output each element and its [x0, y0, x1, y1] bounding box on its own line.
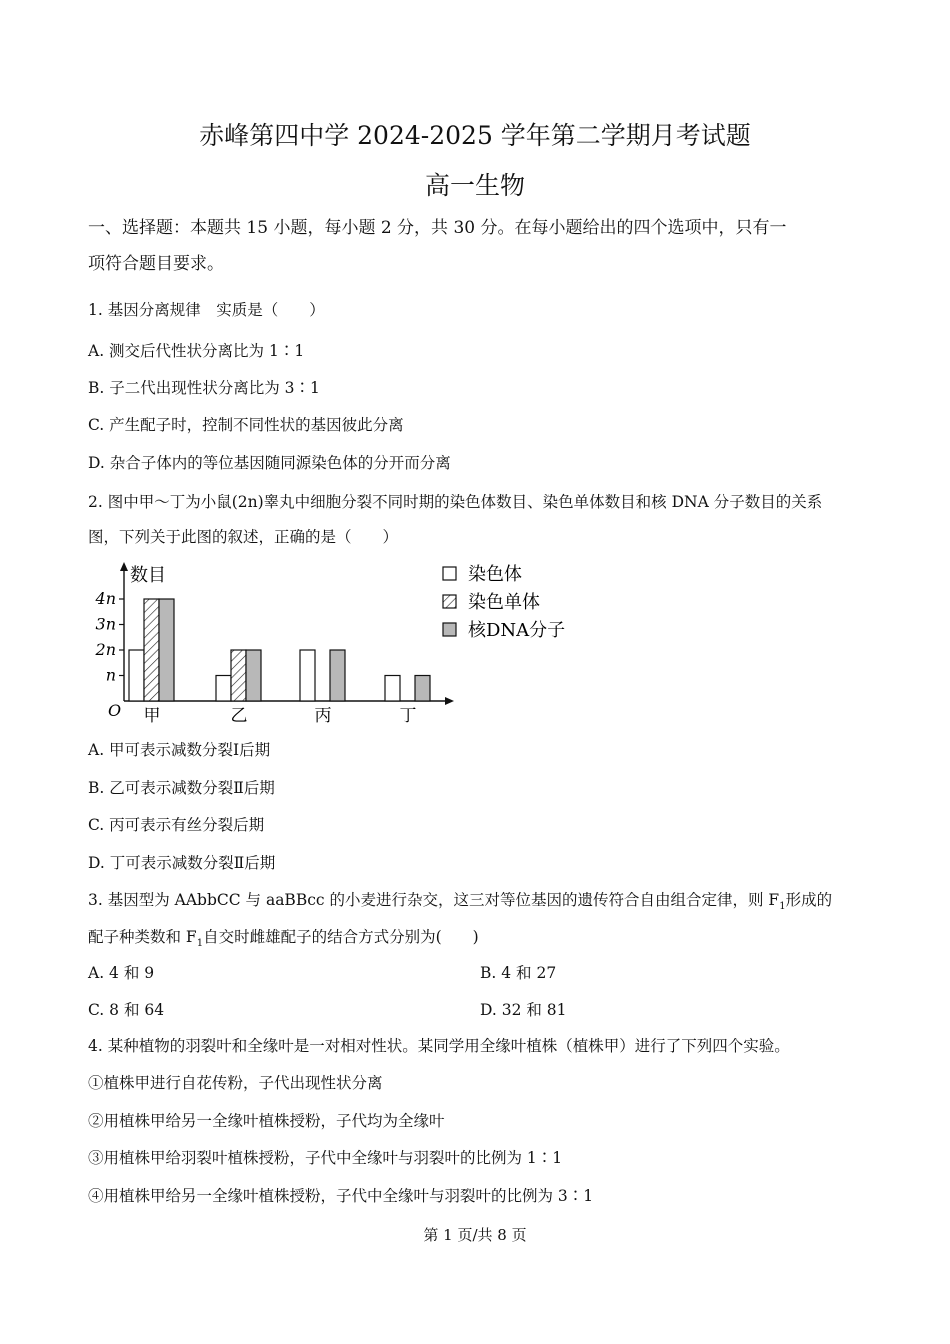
- y-axis-arrow: [120, 562, 128, 571]
- q2-option-c: C. 丙可表示有丝分裂后期: [88, 816, 265, 834]
- section-instruction-line2: 项符合题目要求。: [88, 254, 224, 274]
- q2-option-a: A. 甲可表示减数分裂Ⅰ后期: [88, 741, 271, 759]
- y-tick-label: 2n: [95, 640, 116, 659]
- bar-white: [216, 676, 231, 702]
- legend-swatch: [443, 567, 456, 580]
- page-footer: 第 1 页/共 8 页: [423, 1226, 527, 1244]
- q3-stem-line2-text: 配子种类数和 F: [88, 928, 197, 946]
- section-instruction-line1: 一、选择题：本题共 15 小题，每小题 2 分，共 30 分。在每小题给出的四个选项中，只有一: [88, 218, 787, 238]
- legend-label: 染色体: [468, 564, 522, 585]
- y-tick-label: 4n: [95, 589, 116, 608]
- category-label: 丙: [314, 706, 332, 726]
- q3-option-d: D. 32 和 81: [480, 1001, 567, 1019]
- legend-swatch: [443, 595, 456, 608]
- bar-gray: [246, 650, 261, 701]
- q2-option-d: D. 丁可表示减数分裂Ⅱ后期: [88, 854, 276, 872]
- bar-hatched: [144, 599, 159, 701]
- bar-white: [129, 650, 144, 701]
- y-tick-label: 3n: [95, 614, 116, 634]
- y-axis-label: 数目: [130, 565, 166, 586]
- exam-subtitle: 高一生物: [424, 171, 525, 200]
- bar-gray: [159, 599, 174, 701]
- q2-stem-line2: 图，下列关于此图的叙述，正确的是（ ）: [88, 528, 399, 546]
- bar-white: [300, 650, 315, 701]
- legend-label: 核DNA分子: [468, 620, 566, 641]
- x-axis-arrow: [445, 697, 454, 705]
- q4-experiment-1: ①植株甲进行自花传粉，子代出现性状分离: [88, 1074, 383, 1092]
- bar-gray: [415, 676, 430, 702]
- category-label: 丁: [399, 706, 417, 726]
- category-label: 甲: [143, 706, 161, 726]
- q4-stem: 4. 某种植物的羽裂叶和全缘叶是一对相对性状。某同学用全缘叶植株（植株甲）进行了下列四个实验。: [88, 1037, 790, 1055]
- y-tick-label: n: [105, 665, 116, 685]
- exam-title: 赤峰第四中学 2024-2025 学年第二学期月考试题: [199, 121, 751, 150]
- q3-option-c: C. 8 和 64: [88, 1001, 165, 1019]
- q3-stem-line1-tail: 形成的: [785, 891, 833, 909]
- q2-option-b: B. 乙可表示减数分裂Ⅱ后期: [88, 779, 275, 797]
- q4-experiment-4: ④用植株甲给另一全缘叶植株授粉，子代中全缘叶与羽裂叶的比例为 3∶1: [88, 1187, 594, 1205]
- q3-stem-line2: [88, 925, 479, 949]
- q3-stem-line2-tail: 自交时雌雄配子的结合方式分别为( ): [203, 928, 479, 946]
- q3-stem-line1-text: 3. 基因型为 AAbbCC 与 aaBBcc 的小麦进行杂交，这三对等位基因的遗传符合自由组合定律，则 F: [88, 891, 780, 909]
- q3-subscript: 1: [779, 901, 786, 913]
- q4-experiment-2: ②用植株甲给另一全缘叶植株授粉，子代均为全缘叶: [88, 1112, 445, 1130]
- bar-hatched: [231, 650, 246, 701]
- q3-option-b: B. 4 和 27: [480, 964, 557, 982]
- bar-gray: [330, 650, 345, 701]
- q1-option-a: A. 测交后代性状分离比为 1∶1: [88, 342, 305, 360]
- q1-option-c: C. 产生配子时，控制不同性状的基因彼此分离: [88, 416, 404, 434]
- q3-stem-line1: [88, 888, 832, 912]
- legend-label: 染色单体: [468, 592, 540, 613]
- q1-stem: 1. 基因分离规律 实质是（ ）: [88, 301, 325, 319]
- origin-label: O: [108, 701, 122, 720]
- q4-experiment-3: ③用植株甲给羽裂叶植株授粉，子代中全缘叶与羽裂叶的比例为 1∶1: [88, 1149, 563, 1167]
- q2-stem-line1: 2. 图中甲～丁为小鼠(2n)睾丸中细胞分裂不同时期的染色体数目、染色单体数目和核 DNA 分子数目的关系: [88, 493, 823, 511]
- legend-swatch: [443, 623, 456, 636]
- q2-bar-chart: [88, 558, 598, 730]
- q3-subscript-2: 1: [196, 938, 204, 950]
- q1-option-b: B. 子二代出现性状分离比为 3∶1: [88, 379, 320, 397]
- q3-option-a: A. 4 和 9: [88, 964, 155, 982]
- category-label: 乙: [230, 706, 248, 726]
- bar-white: [385, 676, 400, 702]
- q1-option-d: D. 杂合子体内的等位基因随同源染色体的分开而分离: [88, 454, 451, 472]
